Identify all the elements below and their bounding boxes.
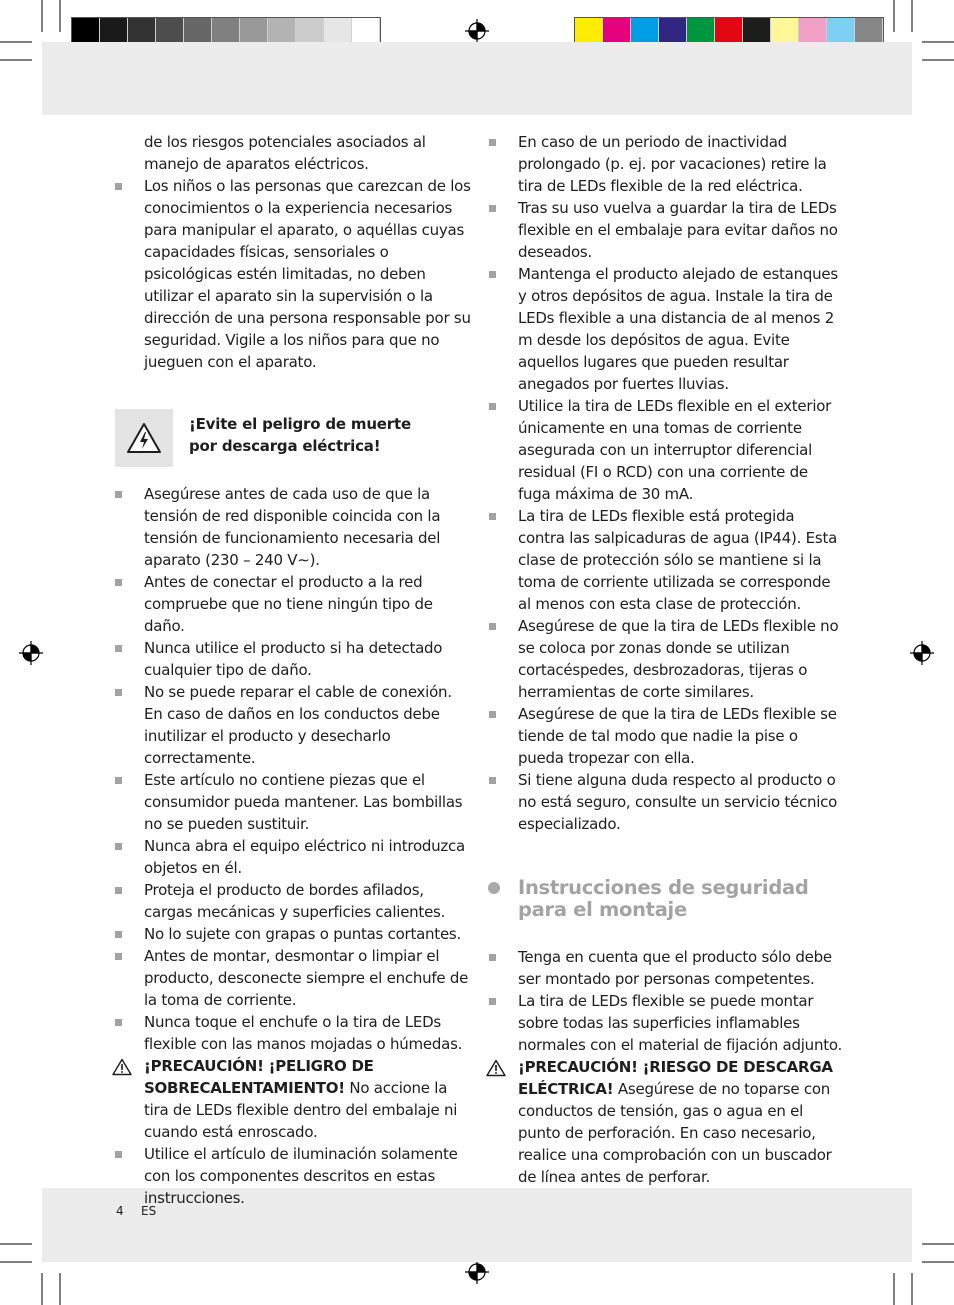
list-item <box>112 175 472 373</box>
list-item <box>112 483 472 571</box>
bullet-square-icon <box>115 953 122 960</box>
caution-text: No accione la tira de LEDs flexible dentro del embalaje ni cuando está enroscado. <box>144 1079 458 1141</box>
caution-lead: ¡PRECAUCIÓN! ¡RIESGO DE DESCARGA ELÉCTRICA! <box>518 1058 833 1098</box>
bullet-square-icon <box>115 931 122 938</box>
list-item <box>112 571 472 637</box>
caution-text: Asegúrese de no toparse con conductos de tensión, gas o agua en el punto de perforación. En caso necesario, realice una comprobación con un buscador de línea antes de perforar. <box>518 1080 832 1186</box>
caution-overheating <box>112 1055 472 1143</box>
list-item <box>486 197 842 263</box>
list-item-text: No se puede reparar el cable de conexión. En caso de daños en los conductos debe inutilizar el producto y desecharlo correctamente. <box>144 683 452 767</box>
list-item <box>486 769 842 835</box>
caution-lead: ¡PRECAUCIÓN! ¡PELIGRO DE SOBRECALENTAMIENTO! <box>144 1057 374 1097</box>
paragraph: de los riesgos potenciales asociados al manejo de aparatos eléctricos. <box>144 133 426 173</box>
bullet-list <box>112 483 472 1055</box>
list-item <box>112 1011 472 1055</box>
list-item-text: Nunca utilice el producto si ha detectado cualquier tipo de daño. <box>144 639 443 679</box>
bullet-square-icon <box>115 689 122 696</box>
list-item <box>486 395 842 505</box>
list-item-text: Utilice la tira de LEDs flexible en el exterior únicamente en una tomas de corriente asegurada con un interruptor diferencial residual (FI o RCD) con una corriente de fuga máxima de 30 mA. <box>518 397 832 503</box>
bullet-square-icon <box>115 183 122 190</box>
list-item-text: Este artículo no contiene piezas que el consumidor pueda mantener. Las bombillas no se pueden sustituir. <box>144 771 463 833</box>
bullet-square-icon <box>115 491 122 498</box>
header-band <box>42 42 912 115</box>
bullet-square-icon <box>115 777 122 784</box>
heading-bullet-icon <box>488 882 500 894</box>
bullet-square-icon <box>489 139 496 146</box>
right-column <box>486 131 842 1188</box>
list-item-text: Mantenga el producto alejado de estanques y otros depósitos de agua. Instale la tira de LEDs flexible a una distancia de al menos 2 m desde los depósitos de agua. Evite aquellos lugares que pueden resultar anegados por fuertes lluvias. <box>518 265 838 393</box>
list-item-text: Antes de montar, desmontar o limpiar el producto, desconecte siempre el enchufe de la toma de corriente. <box>144 947 469 1009</box>
bullet-square-icon <box>489 403 496 410</box>
list-item-text: Tenga en cuenta que el producto sólo debe ser montado por personas competentes. <box>518 948 832 988</box>
list-item <box>112 769 472 835</box>
list-item-text: La tira de LEDs flexible se puede montar sobre todas las superficies inflamables normales con el material de fijación adjunto. <box>518 992 843 1054</box>
list-item-text: Asegúrese de que la tira de LEDs flexible no se coloca por zonas donde se utilizan cortacéspedes, desbrozadoras, tijeras o herramientas de corte similares. <box>518 617 839 701</box>
list-item-text: Nunca abra el equipo eléctrico ni introduzca objetos en él. <box>144 837 465 877</box>
bullet-list <box>112 175 472 373</box>
bullet-square-icon <box>115 843 122 850</box>
list-item <box>112 923 472 945</box>
registration-mark-icon <box>465 19 489 43</box>
list-item <box>486 615 842 703</box>
bullet-square-icon <box>115 1019 122 1026</box>
bullet-square-icon <box>489 205 496 212</box>
language-code: ES <box>141 1204 157 1218</box>
list-item-text: Los niños o las personas que carezcan de los conocimientos o la experiencia necesarios para manipular el aparato, o aquéllas cuyas capacidades físicas, sensoriales o psicológicas estén limitadas, no deben utilizar el aparato sin la supervisión o la dirección de una persona responsable por su seguridad. Vigile a los niños para que no jueguen con el aparato. <box>144 177 471 371</box>
bullet-square-icon <box>489 998 496 1005</box>
electric-shock-warning-icon <box>115 409 173 467</box>
list-item <box>486 990 842 1056</box>
bullet-list <box>486 946 842 1056</box>
list-item <box>486 703 842 769</box>
list-item-text: Tras su uso vuelva a guardar la tira de LEDs flexible en el embalaje para evitar daños no deseados. <box>518 199 838 261</box>
bullet-list <box>486 131 842 835</box>
list-item <box>486 131 842 197</box>
section-title: Instrucciones de seguridad para el montaje <box>518 876 809 921</box>
left-column <box>112 131 472 1209</box>
bullet-square-icon <box>489 271 496 278</box>
list-item <box>112 637 472 681</box>
list-item <box>112 681 472 769</box>
bullet-square-icon <box>489 513 496 520</box>
list-item-text: Si tiene alguna duda respecto al producto o no está seguro, consulte un servicio técnico especializado. <box>518 771 838 833</box>
bullet-square-icon <box>489 623 496 630</box>
list-item <box>112 945 472 1011</box>
bullet-square-icon <box>115 1151 122 1158</box>
list-item-text: Proteja el producto de bordes afilados, cargas mecánicas y superficies calientes. <box>144 881 446 921</box>
list-item <box>112 1143 472 1209</box>
bullet-square-icon <box>115 887 122 894</box>
list-item <box>486 263 842 395</box>
list-item-text: En caso de un periodo de inactividad prolongado (p. ej. por vacaciones) retire la tira de LEDs flexible de la red eléctrica. <box>518 133 827 195</box>
caution-triangle-icon <box>112 1058 132 1076</box>
registration-mark-icon <box>910 641 934 665</box>
registration-mark-icon <box>19 641 43 665</box>
warning-title: ¡Evite el peligro de muerte por descarga eléctrica! <box>189 415 411 455</box>
list-item <box>486 505 842 615</box>
bullet-square-icon <box>115 579 122 586</box>
list-item <box>112 835 472 879</box>
list-item <box>486 946 842 990</box>
list-item-text: Asegúrese antes de cada uso de que la tensión de red disponible coincida con la tensión de funcionamiento necesaria del aparato (230 – 240 V∼). <box>144 485 441 569</box>
list-item-text: Nunca toque el enchufe o la tira de LEDs flexible con las manos mojadas o húmedas. <box>144 1013 463 1053</box>
bullet-square-icon <box>489 711 496 718</box>
list-item-text: No lo sujete con grapas o puntas cortantes. <box>144 925 462 943</box>
bullet-square-icon <box>115 645 122 652</box>
bullet-square-icon <box>489 777 496 784</box>
list-item-text: Antes de conectar el producto a la red compruebe que no tiene ningún tipo de daño. <box>144 573 433 635</box>
caution-electric-shock <box>486 1056 842 1188</box>
list-item-text: Utilice el artículo de iluminación solamente con los componentes descritos en estas instrucciones. <box>144 1145 458 1207</box>
warning-box <box>112 409 472 467</box>
caution-triangle-icon <box>486 1059 506 1077</box>
list-item <box>112 879 472 923</box>
page-number: 4 <box>116 1204 124 1218</box>
registration-mark-icon <box>465 1260 489 1284</box>
bullet-square-icon <box>489 954 496 961</box>
list-item-text: La tira de LEDs flexible está protegida contra las salpicaduras de agua (IP44). Esta clase de protección sólo se mantiene si la toma de corriente utilizada se corresponde al menos con esta clase de protección. <box>518 507 838 613</box>
list-item-text: Asegúrese de que la tira de LEDs flexible se tiende de tal modo que nadie la pise o pueda tropezar con ella. <box>518 705 837 767</box>
bullet-list <box>112 1143 472 1209</box>
section-heading <box>486 877 842 921</box>
